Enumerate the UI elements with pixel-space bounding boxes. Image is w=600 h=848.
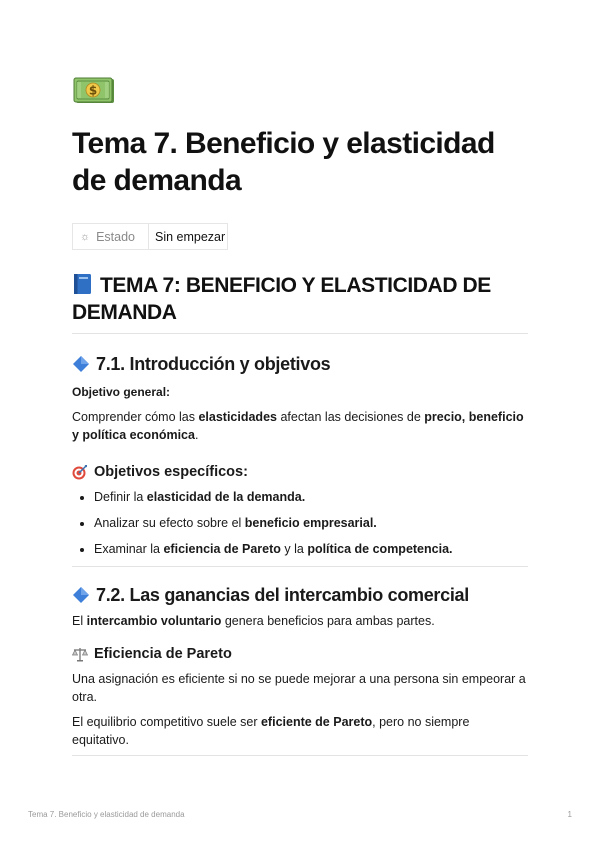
blue-diamond-icon <box>72 355 90 373</box>
text-run: El equilibrio competitivo suele ser <box>72 715 261 729</box>
text-run: Analizar su efecto sobre el <box>94 516 245 530</box>
text-run: Definir la <box>94 490 147 504</box>
divider <box>72 755 528 756</box>
section-heading-7-2 <box>72 583 528 607</box>
list-item <box>94 488 528 506</box>
text-run: El <box>72 614 87 628</box>
bold-run: política de competencia. <box>307 542 453 556</box>
property-value[interactable]: Sin empezar <box>155 229 226 244</box>
section-heading-text: 7.1. Introducción y objetivos <box>96 354 331 374</box>
list-item <box>94 514 528 532</box>
general-objective-text <box>72 408 528 444</box>
text-run: genera beneficios para ambas partes. <box>221 614 435 628</box>
section-heading-7-1 <box>72 352 528 376</box>
objectives-list <box>72 488 528 558</box>
specific-objectives-heading <box>72 462 528 482</box>
page-title: Tema 7. Beneficio y elasticidad de demanda <box>72 127 495 197</box>
section-heading-text: 7.2. Las ganancias del intercambio comercial <box>96 585 469 605</box>
bold-run: intercambio voluntario <box>86 614 222 628</box>
blue-diamond-icon <box>72 586 90 604</box>
bold-run: eficiente de Pareto <box>260 715 373 729</box>
main-heading-text: TEMA 7: BENEFICIO Y ELASTICIDAD DE DEMANDA <box>72 274 491 324</box>
footer-page-number: 1 <box>567 810 572 819</box>
pareto-heading-text: Eficiencia de Pareto <box>94 646 232 662</box>
text-run: Comprender cómo las <box>72 410 199 424</box>
divider <box>72 566 528 567</box>
text-run: y la <box>280 542 308 556</box>
balance-scale-icon <box>72 646 88 662</box>
pareto-paragraph-1: Una asignación es eficiente si no se puede mejorar a una persona sin empeorar a otra. <box>72 672 526 704</box>
specific-objectives-text: Objetivos específicos: <box>94 464 248 480</box>
document-page <box>72 76 528 756</box>
bold-run: elasticidades <box>198 410 277 424</box>
text-run: Examinar la <box>94 542 164 556</box>
text-run: , pero no siempre equitativo. <box>72 715 470 747</box>
sun-icon: ☼ <box>80 230 91 243</box>
money-bill-dollar-icon <box>73 76 115 106</box>
bold-run: elasticidad de la demanda. <box>146 490 306 504</box>
list-item <box>94 540 528 558</box>
svg-text:$: $ <box>88 83 98 98</box>
property-status[interactable] <box>72 223 228 250</box>
pareto-paragraph-2 <box>72 713 528 749</box>
footer-title: Tema 7. Beneficio y elasticidad de demanda <box>28 810 185 819</box>
property-key <box>73 224 149 249</box>
text-run: . <box>194 428 199 442</box>
blue-book-icon <box>72 273 94 295</box>
bold-run: eficiencia de Pareto <box>163 542 281 556</box>
bold-run: precio, beneficio y política económica <box>72 410 524 442</box>
section-intro <box>72 612 528 630</box>
text-run: afectan las decisiones de <box>276 410 425 424</box>
bold-run: beneficio empresarial. <box>244 516 377 530</box>
property-key-label: Estado <box>96 229 136 244</box>
target-dart-icon <box>72 464 88 480</box>
general-objective-label: Objetivo general: <box>72 385 171 399</box>
main-heading <box>72 272 528 326</box>
divider <box>72 333 528 334</box>
pareto-heading <box>72 644 528 664</box>
